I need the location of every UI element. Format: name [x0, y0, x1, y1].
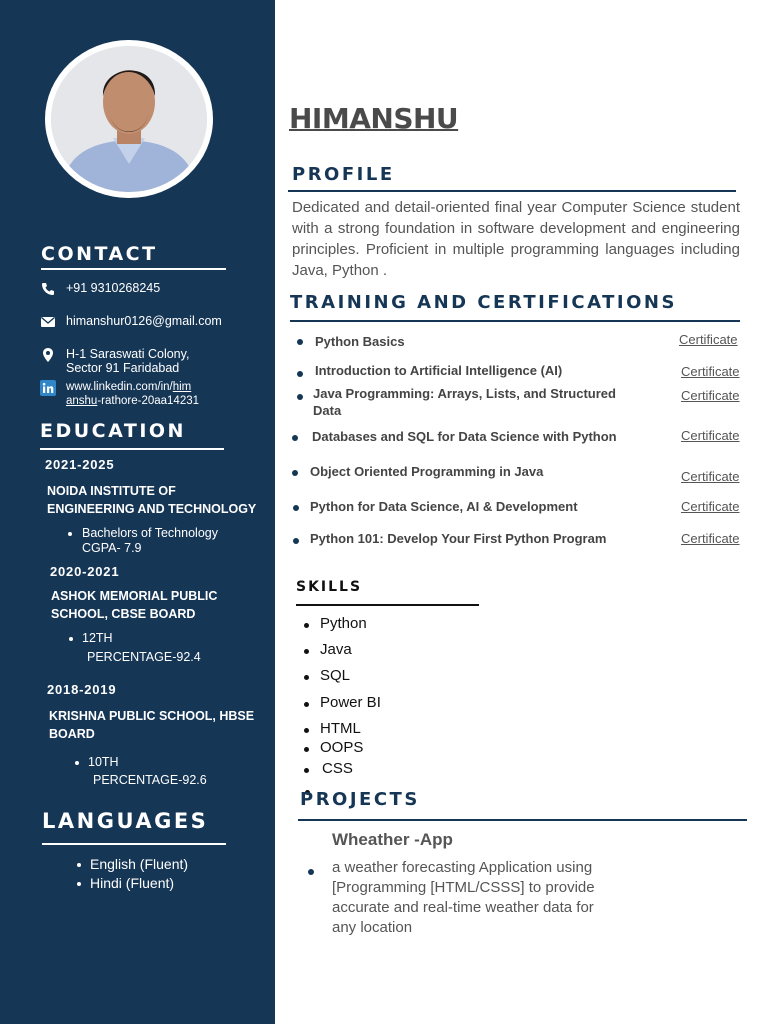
- language-2: Hindi (Fluent): [90, 875, 175, 891]
- education-3-detail-1: 10TH: [88, 755, 119, 769]
- education-1-bullet: [68, 532, 72, 536]
- skill-2-bullet: [304, 649, 309, 654]
- education-3-bullet: [75, 761, 79, 765]
- education-1-detail: [82, 526, 218, 556]
- education-3-inst-line-2: BOARD: [49, 727, 95, 741]
- skill-3-bullet: [304, 675, 309, 680]
- skill-4-bullet: [304, 702, 309, 707]
- address-line-1: H-1 Saraswati Colony,: [66, 347, 190, 361]
- phone-number: +91 9310268245: [66, 281, 161, 295]
- language-1: English (Fluent): [90, 856, 189, 872]
- training-divider: [290, 320, 740, 322]
- training-heading: TRAINING AND CERTIFICATIONS: [290, 292, 677, 313]
- skill-6-bullet: [304, 747, 309, 752]
- education-1-inst-line-1: NOIDA INSTITUTE OF: [47, 484, 176, 498]
- languages-divider: [42, 843, 226, 845]
- education-3-inst-line-1: KRISHNA PUBLIC SCHOOL, HBSE: [49, 709, 255, 723]
- address-line-2: Sector 91 Faridabad: [66, 361, 180, 375]
- linkedin-icon: [40, 380, 56, 396]
- skills-heading: SKILLS: [296, 579, 363, 595]
- profile-divider: [288, 190, 736, 192]
- contact-heading: CONTACT: [41, 243, 158, 265]
- contact-divider: [41, 268, 226, 270]
- location-icon: [40, 347, 56, 363]
- education-2-inst-line-2: SCHOOL, CBSE BOARD: [51, 607, 196, 621]
- education-2-institution: [51, 587, 271, 623]
- linkedin-url-part-1[interactable]: www.linkedin.com/in/: [66, 381, 173, 393]
- cert-5-link[interactable]: Certificate: [681, 469, 740, 484]
- cert-3-link[interactable]: Certificate: [681, 388, 740, 403]
- profile-heading: PROFILE: [292, 164, 395, 185]
- skill-7-bullet: [304, 768, 309, 773]
- skill-5-bullet: [304, 728, 309, 733]
- cert-5-bullet: [292, 470, 298, 476]
- education-2-detail-1: 12TH: [82, 631, 113, 645]
- cert-4-link[interactable]: Certificate: [681, 428, 740, 443]
- cert-1-title: Python Basics: [315, 334, 405, 349]
- skill-1-bullet: [304, 623, 309, 628]
- education-2-inst-line-1: ASHOK MEMORIAL PUBLIC: [51, 589, 218, 603]
- cert-2-link[interactable]: Certificate: [681, 364, 740, 379]
- language-1-bullet: [77, 863, 81, 867]
- education-heading: EDUCATION: [40, 420, 186, 442]
- education-3-detail-2: PERCENTAGE-92.6: [93, 773, 207, 787]
- cert-6-link[interactable]: Certificate: [681, 499, 740, 514]
- linkedin-url-part-3[interactable]: anshu: [66, 395, 98, 407]
- education-1-institution: [47, 482, 267, 518]
- education-1-years: 2021-2025: [45, 457, 115, 472]
- project-title: Wheather -App: [332, 830, 453, 849]
- education-2-detail-2: PERCENTAGE-92.4: [87, 650, 201, 664]
- cert-7-bullet: [293, 538, 299, 544]
- languages-heading: LANGUAGES: [42, 809, 209, 833]
- skill-7: CSS: [322, 760, 353, 777]
- skill-5: HTML: [320, 720, 361, 737]
- education-3-institution: [49, 707, 269, 743]
- skills-divider: [296, 604, 479, 606]
- cert-4-bullet: [292, 435, 298, 441]
- education-2-bullet: [69, 637, 73, 641]
- phone-icon: [40, 281, 56, 297]
- cert-2-bullet: [297, 371, 303, 377]
- candidate-name: HIMANSHU: [289, 102, 459, 135]
- email-address[interactable]: himanshur0126@gmail.com: [66, 314, 222, 328]
- skill-6: OOPS: [320, 739, 364, 756]
- email-icon: [40, 314, 56, 330]
- linkedin-url-part-2[interactable]: him: [172, 381, 192, 393]
- project-bullet: [308, 869, 314, 875]
- projects-divider: [298, 819, 747, 821]
- education-1-degree: Bachelors of Technology: [82, 526, 218, 540]
- profile-summary: Dedicated and detail-oriented final year Computer Science student with a strong foundation in software development and engineering principles. Proficient in multiple programming languages including Java, Python .: [292, 199, 740, 279]
- cert-7-link[interactable]: Certificate: [681, 531, 740, 546]
- projects-heading: PROJECTS: [300, 789, 420, 810]
- education-1-inst-line-2: ENGINEERING AND TECHNOLOGY: [47, 502, 257, 516]
- language-2-bullet: [77, 882, 81, 886]
- cert-6-title: Python for Data Science, AI & Development: [310, 499, 578, 514]
- cert-1-link[interactable]: Certificate: [679, 332, 738, 347]
- person-avatar-icon: [51, 46, 207, 192]
- project-description: a weather forecasting Application using [Programming [HTML/CSSS] to provide accurate and real-time weather data for any location: [332, 859, 595, 936]
- education-3-years: 2018-2019: [47, 682, 117, 697]
- cert-3-bullet: [297, 394, 303, 400]
- cert-7-title: Python 101: Develop Your First Python Program: [310, 531, 607, 546]
- cert-6-bullet: [293, 505, 299, 511]
- skill-1: Python: [320, 615, 367, 632]
- cert-2-title: Introduction to Artificial Intelligence (AI): [315, 363, 563, 378]
- sidebar: [0, 0, 275, 1024]
- profile-photo: [51, 46, 207, 192]
- skill-3: SQL: [320, 667, 351, 684]
- cert-3-title-line-1: Java Programming: Arrays, Lists, and Structured: [313, 386, 616, 401]
- education-2-years: 2020-2021: [50, 564, 120, 579]
- skill-4: Power BI: [320, 694, 381, 711]
- cert-4-title: Databases and SQL for Data Science with Python: [312, 429, 617, 444]
- skill-2: Java: [320, 641, 352, 658]
- linkedin-url-part-4[interactable]: -rathore-20aa14231: [97, 395, 200, 407]
- cert-5-title: Object Oriented Programming in Java: [310, 464, 544, 479]
- cert-3-title: [313, 385, 643, 419]
- education-divider: [40, 448, 224, 450]
- cert-1-bullet: [297, 339, 303, 345]
- education-1-grade: CGPA- 7.9: [82, 541, 142, 555]
- profile-photo-frame: [45, 40, 213, 198]
- cert-3-title-line-2: Data: [313, 403, 342, 418]
